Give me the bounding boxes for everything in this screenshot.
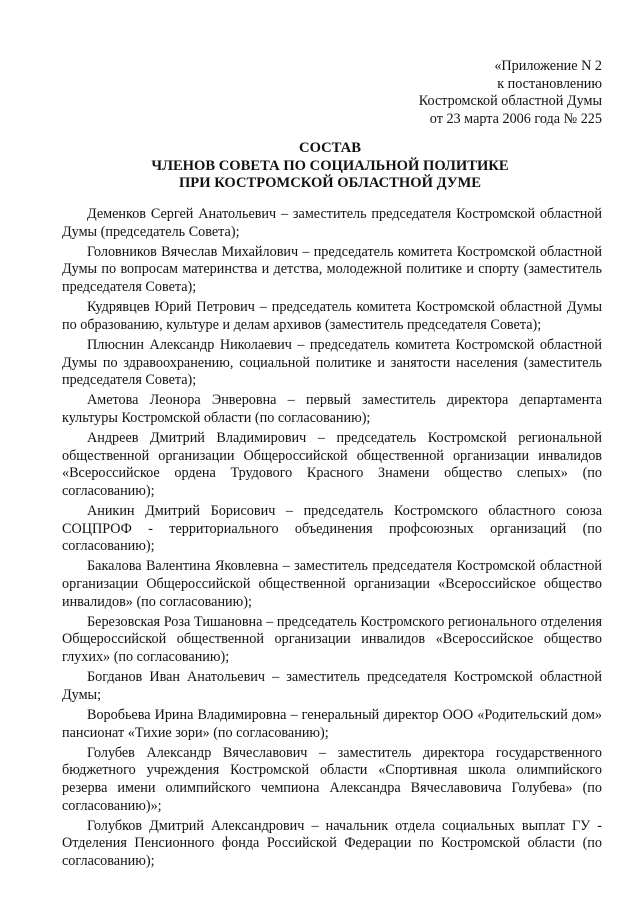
member-entry: Кудрявцев Юрий Петрович – председатель комитета Костромской областной Думы по образованию, культуре и делам архивов (заместитель председателя Совета);: [62, 299, 602, 333]
appendix-line-2: к постановлению: [497, 75, 602, 92]
member-entry: Богданов Иван Анатольевич – заместитель председателя Костромской областной Думы;: [62, 669, 602, 703]
member-entry: Аметова Леонора Энверовна – первый заместитель директора департамента культуры Костромской области (по согласованию);: [62, 392, 602, 426]
title-line-2: ЧЛЕНОВ СОВЕТА ПО СОЦИАЛЬНОЙ ПОЛИТИКЕ: [151, 157, 509, 174]
member-entry: Андреев Дмитрий Владимирович – председатель Костромской региональной общественной организации Общероссийской общественной организации инвалидов «Всероссийское ордена Трудового Красного Знамени общество слепых» (по согласованию);: [62, 430, 602, 499]
member-entry: Воробьева Ирина Владимировна – генеральный директор ООО «Родительский дом» пансионат «Тихие зори» (по согласованию);: [62, 706, 602, 741]
member-entry: Голубев Александр Вячеславович – заместитель директора государственного бюджетного учреждения Костромской области «Спортивная школа олимпийского резерва имени олимпийского чемпиона Александра Вячеславовича Голубева» (по согласованию)»;: [62, 744, 602, 814]
member-entry: Бакалова Валентина Яковлевна – заместитель председателя Костромской областной организации Общероссийской общественной организации «Всероссийское общество инвалидов» (по согласованию);: [62, 558, 602, 610]
member-entry: Березовская Роза Тишановна – председатель Костромского регионального отделения Общероссийской общественной организации инвалидов «Всероссийское общество глухих» (по согласованию);: [62, 613, 602, 665]
member-entry: Аникин Дмитрий Борисович – председатель Костромского областного союза СОЦПРОФ - территориального объединения профсоюзных организаций (по согласованию);: [62, 503, 602, 555]
appendix-line-4: от 23 марта 2006 года № 225: [429, 110, 602, 127]
member-entry: Голубков Дмитрий Александрович – начальник отдела социальных выплат ГУ - Отделения Пенсионного фонда Российской Федерации по Костромской области (по согласованию);: [62, 817, 602, 869]
member-entry: Головников Вячеслав Михайлович – председатель комитета Костромской областной Думы по вопросам материнства и детства, молодежной политике и спорту (заместитель председателя Совета);: [62, 243, 602, 295]
members-list: [62, 206, 602, 873]
title-line-3: ПРИ КОСТРОМСКОЙ ОБЛАСТНОЙ ДУМЕ: [178, 175, 482, 191]
member-entry: Плюснин Александр Николаевич – председатель комитета Костромской областной Думы по здравоохранению, социальной политике и занятости населения (заместитель председателя Совета);: [62, 336, 602, 389]
title-line-1: СОСТАВ: [299, 140, 361, 156]
appendix-line-3: Костромской областной Думы: [418, 93, 602, 109]
document-title: [60, 140, 600, 193]
appendix-header: [419, 58, 602, 128]
member-entry: Деменков Сергей Анатольевич – заместитель председателя Костромской областной Думы (председатель Совета);: [62, 206, 602, 240]
appendix-line-1: «Приложение N 2: [494, 58, 602, 74]
